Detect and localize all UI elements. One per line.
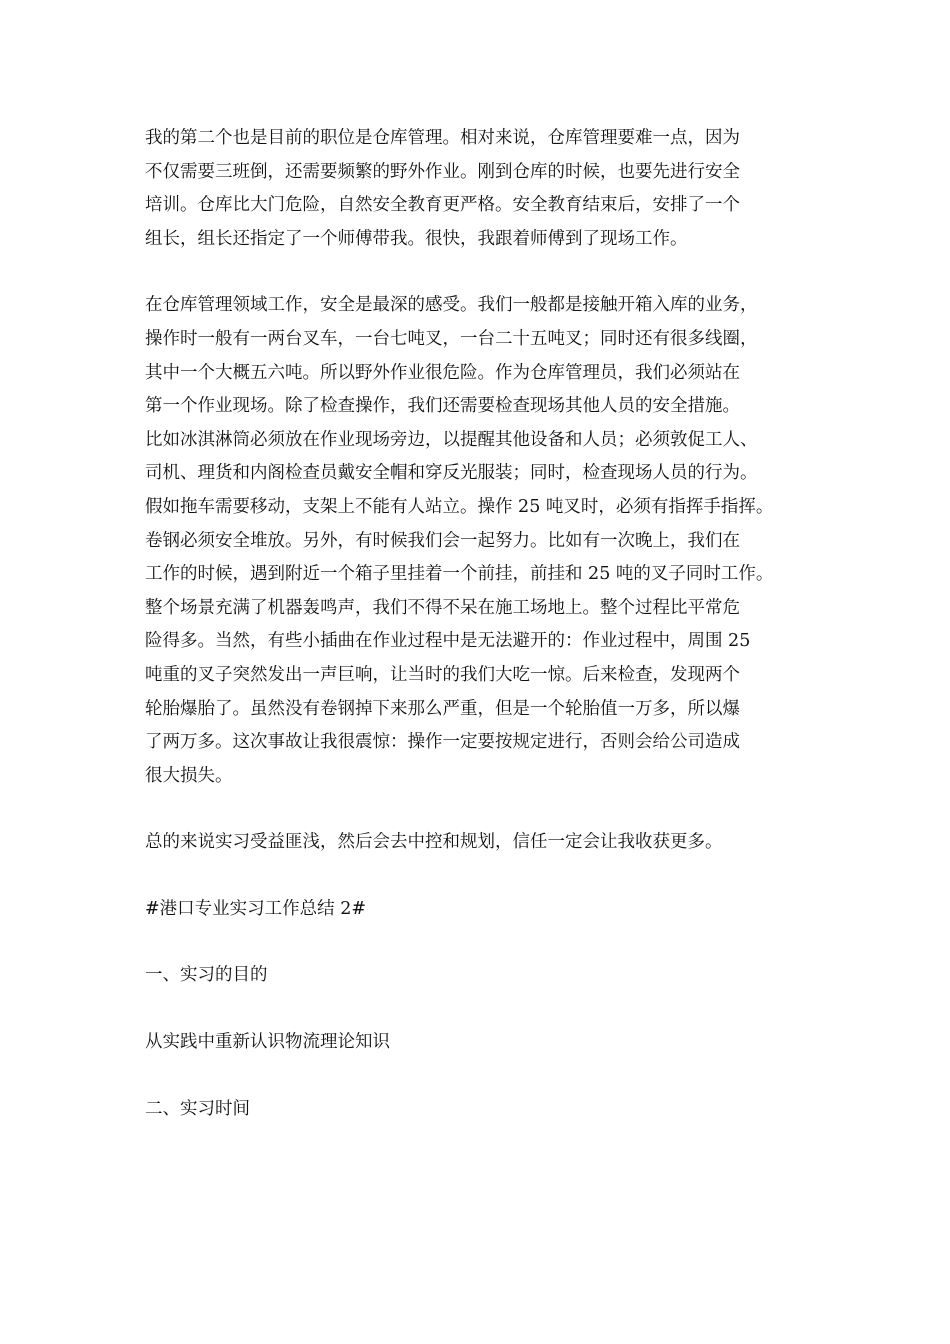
text-line: #港口专业实习工作总结 2# [145,898,367,919]
text-line: 假如拖车需要移动，支架上不能有人站立。操作 25 吨叉时，必须有指挥手指挥。 [145,496,774,517]
text-line: 一、实习的目的 [145,965,268,986]
text-line: 培训。仓库比大门危险，自然安全教育更严格。安全教育结束后，安排了一个 [145,195,740,216]
text-line: 吨重的叉子突然发出一声巨响，让当时的我们大吃一惊。后来检查，发现两个 [145,664,740,685]
text-line: 在仓库管理领域工作，安全是最深的感受。我们一般都是接触开箱入库的业务， [145,295,758,316]
paragraph-gap [145,256,825,289]
text-line: 轮胎爆胎了。虽然没有卷钢掉下来那么严重，但是一个轮胎值一万多，所以爆 [145,698,740,719]
paragraph-summary [145,826,825,860]
text-line: 很大损失。 [145,765,233,786]
text-line: 险得多。当然，有些小插曲在作业过程中是无法避开的：作业过程中，周围 25 [145,631,751,652]
text-line: 不仅需要三班倒，还需要频繁的野外作业。刚到仓库的时候，也要先进行安全 [145,161,740,182]
text-line: 总的来说实习受益匪浅，然后会去中控和规划，信任一定会让我收获更多。 [145,832,723,853]
text-line: 操作时一般有一两台叉车，一台七吨叉，一台二十五吨叉；同时还有很多线圈， [145,328,758,349]
text-line: 二、实习时间 [145,1098,250,1119]
paragraph-gap [145,926,825,959]
text-line: 组长，组长还指定了一个师傅带我。很快，我跟着师傅到了现场工作。 [145,228,688,249]
section-title [145,893,825,927]
text-line: 司机、理货和内阁检查员戴安全帽和穿反光服装；同时，检查现场人员的行为。 [145,463,758,484]
paragraph-gap [145,793,825,826]
paragraph-gap [145,1060,825,1093]
paragraph-warehouse-role [145,122,825,256]
heading-purpose [145,959,825,993]
text-line: 第一个作业现场。除了检查操作，我们还需要检查现场其他人员的安全措施。 [145,396,740,417]
text-line: 卷钢必须安全堆放。另外，有时候我们会一起努力。比如有一次晚上，我们在 [145,530,740,551]
text-line: 整个场景充满了机器轰鸣声，我们不得不呆在施工场地上。整个过程比平常危 [145,597,740,618]
heading-time [145,1093,825,1127]
paragraph-safety [145,289,825,793]
text-line: 工作的时候，遇到附近一个箱子里挂着一个前挂，前挂和 25 吨的叉子同时工作。 [145,564,774,585]
document-page [145,122,825,1126]
text-line: 比如冰淇淋筒必须放在作业现场旁边，以提醒其他设备和人员；必须敦促工人、 [145,429,758,450]
paragraph-gap [145,993,825,1026]
text-line: 其中一个大概五六吨。所以野外作业很危险。作为仓库管理员，我们必须站在 [145,362,740,383]
text-line: 从实践中重新认识物流理论知识 [145,1032,390,1053]
text-line: 了两万多。这次事故让我很震惊：操作一定要按规定进行，否则会给公司造成 [145,732,740,753]
paragraph-purpose [145,1026,825,1060]
text-line: 我的第二个也是目前的职位是仓库管理。相对来说，仓库管理要难一点，因为 [145,128,740,148]
paragraph-gap [145,860,825,893]
